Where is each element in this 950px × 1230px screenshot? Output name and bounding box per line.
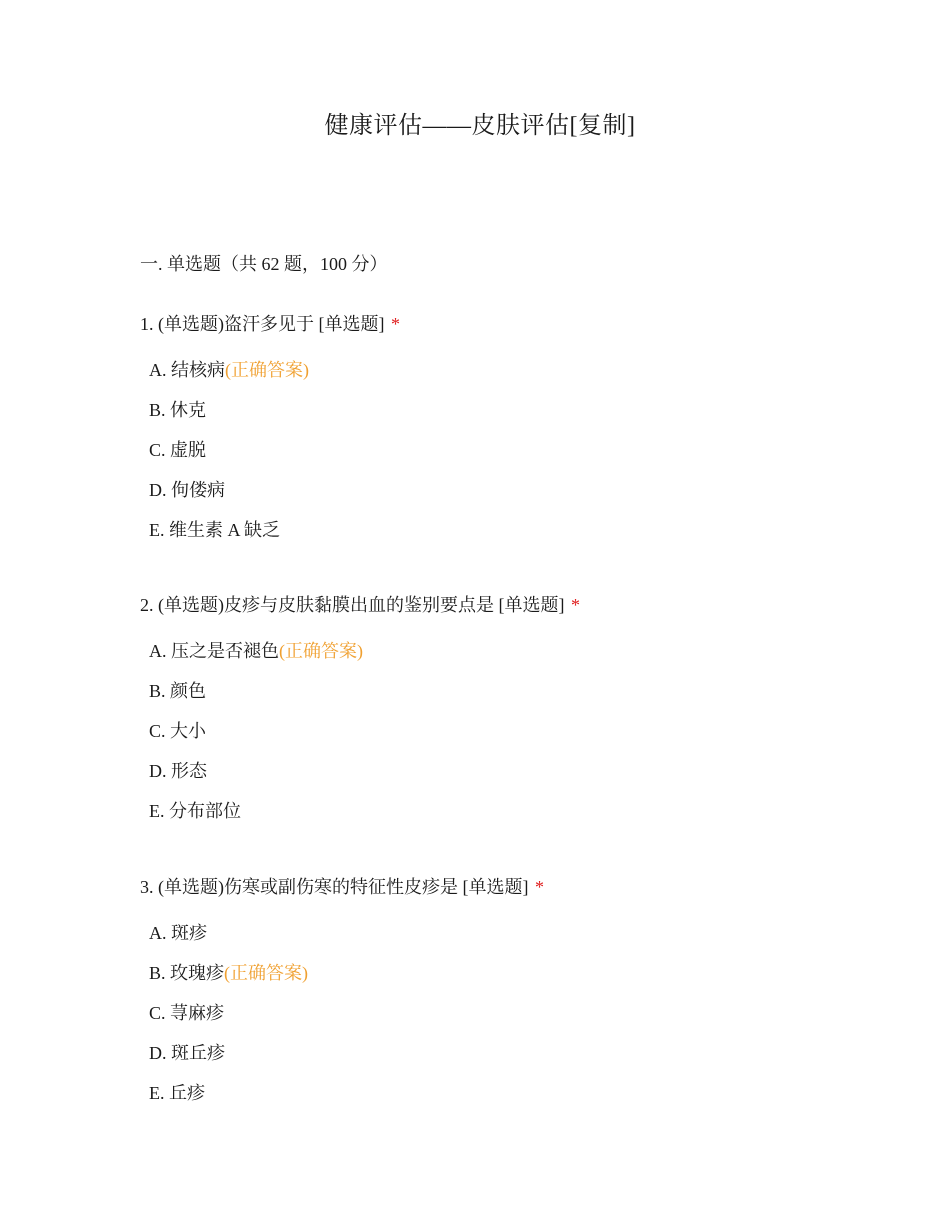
page-title: 健康评估——皮肤评估[复制] <box>324 113 636 139</box>
option-text: A. 压之是否褪色 <box>149 641 279 661</box>
option-text: E. 维生素 A 缺乏 <box>149 520 281 540</box>
option-list <box>140 920 900 1106</box>
option-b[interactable] <box>149 397 900 423</box>
option-d[interactable] <box>149 758 900 784</box>
question-stem-text: 1. (单选题)盗汗多见于 [单选题] <box>140 314 385 334</box>
option-text: C. 大小 <box>149 721 207 741</box>
option-text: B. 玫瑰疹 <box>149 963 225 983</box>
option-a[interactable] <box>149 357 900 383</box>
option-c[interactable] <box>149 437 900 463</box>
section-heading: 一. 单选题（共 62 题，100 分） <box>140 254 388 274</box>
option-text: E. 分布部位 <box>149 801 241 821</box>
option-d[interactable] <box>149 1040 900 1066</box>
option-text: B. 休克 <box>149 400 207 420</box>
option-text: D. 佝偻病 <box>149 480 225 500</box>
question-stem-text: 3. (单选题)伤寒或副伤寒的特征性皮疹是 [单选题] <box>140 877 529 897</box>
question-stem <box>140 592 900 618</box>
correct-answer-tag: (正确答案) <box>224 963 309 983</box>
required-asterisk: * <box>390 314 400 334</box>
option-e[interactable] <box>149 1080 900 1106</box>
question-stem-text: 2. (单选题)皮疹与皮肤黏膜出血的鉴别要点是 [单选题] <box>140 595 565 615</box>
correct-answer-tag: (正确答案) <box>225 360 309 380</box>
option-b[interactable] <box>149 678 900 704</box>
option-d[interactable] <box>149 477 900 503</box>
option-b[interactable] <box>149 960 900 986</box>
option-text: D. 形态 <box>149 761 207 781</box>
question-1 <box>140 311 900 557</box>
option-a[interactable] <box>149 920 900 946</box>
option-c[interactable] <box>149 1000 900 1026</box>
option-text: E. 丘疹 <box>149 1083 205 1103</box>
option-a[interactable] <box>149 638 900 664</box>
option-text: B. 颜色 <box>149 681 207 701</box>
option-e[interactable] <box>149 798 900 824</box>
required-asterisk: * <box>534 877 544 897</box>
question-stem <box>140 874 900 900</box>
question-stem <box>140 311 900 337</box>
question-3 <box>140 874 900 1120</box>
question-2 <box>140 592 900 838</box>
correct-answer-tag: (正确答案) <box>279 641 363 661</box>
option-text: A. 结核病 <box>149 360 225 380</box>
option-text: C. 虚脱 <box>149 440 207 460</box>
option-text: D. 斑丘疹 <box>149 1043 225 1063</box>
required-asterisk: * <box>570 595 580 615</box>
option-text: C. 荨麻疹 <box>149 1003 225 1023</box>
option-list <box>140 638 900 824</box>
option-list <box>140 357 900 543</box>
option-e[interactable] <box>149 517 900 543</box>
option-c[interactable] <box>149 718 900 744</box>
option-text: A. 斑疹 <box>149 923 207 943</box>
